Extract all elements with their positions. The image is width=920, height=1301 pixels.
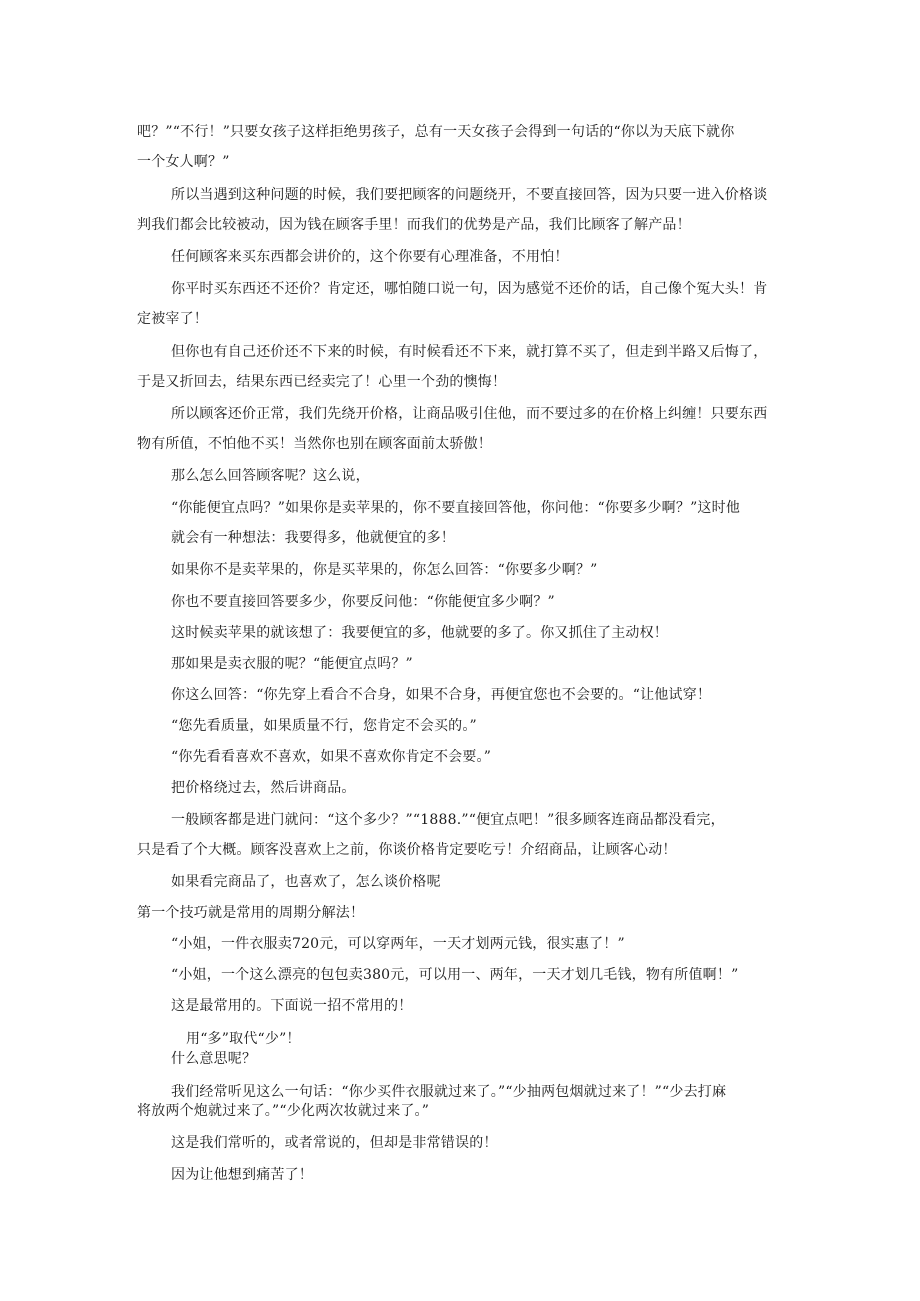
text-line: 定被宰了！: [137, 311, 208, 327]
text-line: 就会有一种想法：我要得多，他就便宜的多！: [171, 530, 455, 546]
text-line: 这是我们常听的，或者常说的，但却是非常错误的！: [171, 1135, 498, 1151]
text-line: “小姐，一件衣服卖720元，可以穿两年，一天才划两元钱，很实惠了！”: [171, 936, 625, 952]
text-line: 那如果是卖衣服的呢？“能便宜点吗？”: [171, 656, 413, 672]
text-line: 物有所值，不怕他不买！当然你也别在顾客面前太骄傲！: [137, 436, 492, 452]
text-line: 这时候卖苹果的就该想了：我要便宜的多，他就要的多了。你又抓住了主动权！: [171, 625, 668, 641]
text-line: 你也不要直接回答要多少，你要反问他：“你能便宜多少啊？”: [171, 594, 555, 610]
text-line: 如果你不是卖苹果的，你是买苹果的，你怎么回答：“你要多少啊？”: [171, 562, 598, 578]
text-line: 这是最常用的。下面说一招不常用的！: [171, 998, 413, 1014]
text-line: “你先看看喜欢不喜欢，如果不喜欢你肯定不会要。”: [171, 749, 492, 765]
text-line: 第一个技巧就是常用的周期分解法！: [137, 905, 365, 921]
text-line: 我们经常听见这么一句话：“你少买件衣服就过来了。”“少抽两包烟就过来了！”“少去打麻: [171, 1084, 727, 1100]
text-line: 但你也有自己还价还不下来的时候，有时候看还不下来，就打算不买了，但走到半路又后悔了，: [171, 344, 768, 360]
text-line: “小姐，一个这么漂亮的包包卖380元，可以用一、两年，一天才划几毛钱，物有所值啊！”: [171, 967, 739, 983]
text-line: 那么怎么回答顾客呢？这么说，: [171, 468, 370, 484]
text-line: 判我们都会比较被动，因为钱在顾客手里！而我们的优势是产品，我们比顾客了解产品！: [137, 217, 691, 233]
text-line: 于是又折回去，结果东西已经卖完了！心里一个劲的懊悔！: [137, 374, 507, 390]
text-line: “你能便宜点吗？”如果你是卖苹果的，你不要直接回答他，你问他：“你要多少啊？”这时他: [171, 500, 741, 516]
text-line: 用“多”取代“少”！: [186, 1031, 301, 1047]
text-line: 什么意思呢？: [171, 1051, 257, 1067]
text-line: 任何顾客来买东西都会讲价的，这个你要有心理准备，不用怕！: [171, 249, 569, 265]
text-line: 因为让他想到痛苦了！: [171, 1167, 313, 1183]
text-line: 所以顾客还价正常，我们先绕开价格，让商品吸引住他，而不要过多的在价格上纠缠！只要东西: [171, 406, 768, 422]
text-line: 只是看了个大概。顾客没喜欢上之前，你谈价格肯定要吃亏！介绍商品，让顾客心动！: [137, 842, 677, 858]
text-line: 将放两个炮就过来了。”“少化两次妆就过来了。”: [137, 1103, 430, 1119]
text-line: 吧？”“不行！”只要女孩子这样拒绝男孩子，总有一天女孩子会得到一句话的“你以为天底下就你: [137, 124, 735, 140]
text-line: “您先看质量，如果质量不行，您肯定不会买的。”: [171, 718, 477, 734]
text-line: 一般顾客都是进门就问：“这个多少？”“1888.”“便宜点吧！”很多顾客连商品都没看完，: [171, 812, 725, 828]
text-line: 所以当遇到这种问题的时候，我们要把顾客的问题绕开，不要直接回答，因为只要一进入价格谈: [171, 187, 768, 203]
text-line: 你平时买东西还不还价？肯定还，哪怕随口说一句，因为感觉不还价的话，自己像个冤大头！肯: [171, 281, 768, 297]
text-line: 把价格绕过去，然后讲商品。: [171, 780, 356, 796]
text-line: 你这么回答：“你先穿上看合不合身，如果不合身，再便宜您也不会要的。“让他试穿！: [171, 687, 712, 703]
text-line: 如果看完商品了，也喜欢了，怎么谈价格呢: [171, 874, 441, 890]
text-line: 一个女人啊？”: [137, 154, 230, 170]
